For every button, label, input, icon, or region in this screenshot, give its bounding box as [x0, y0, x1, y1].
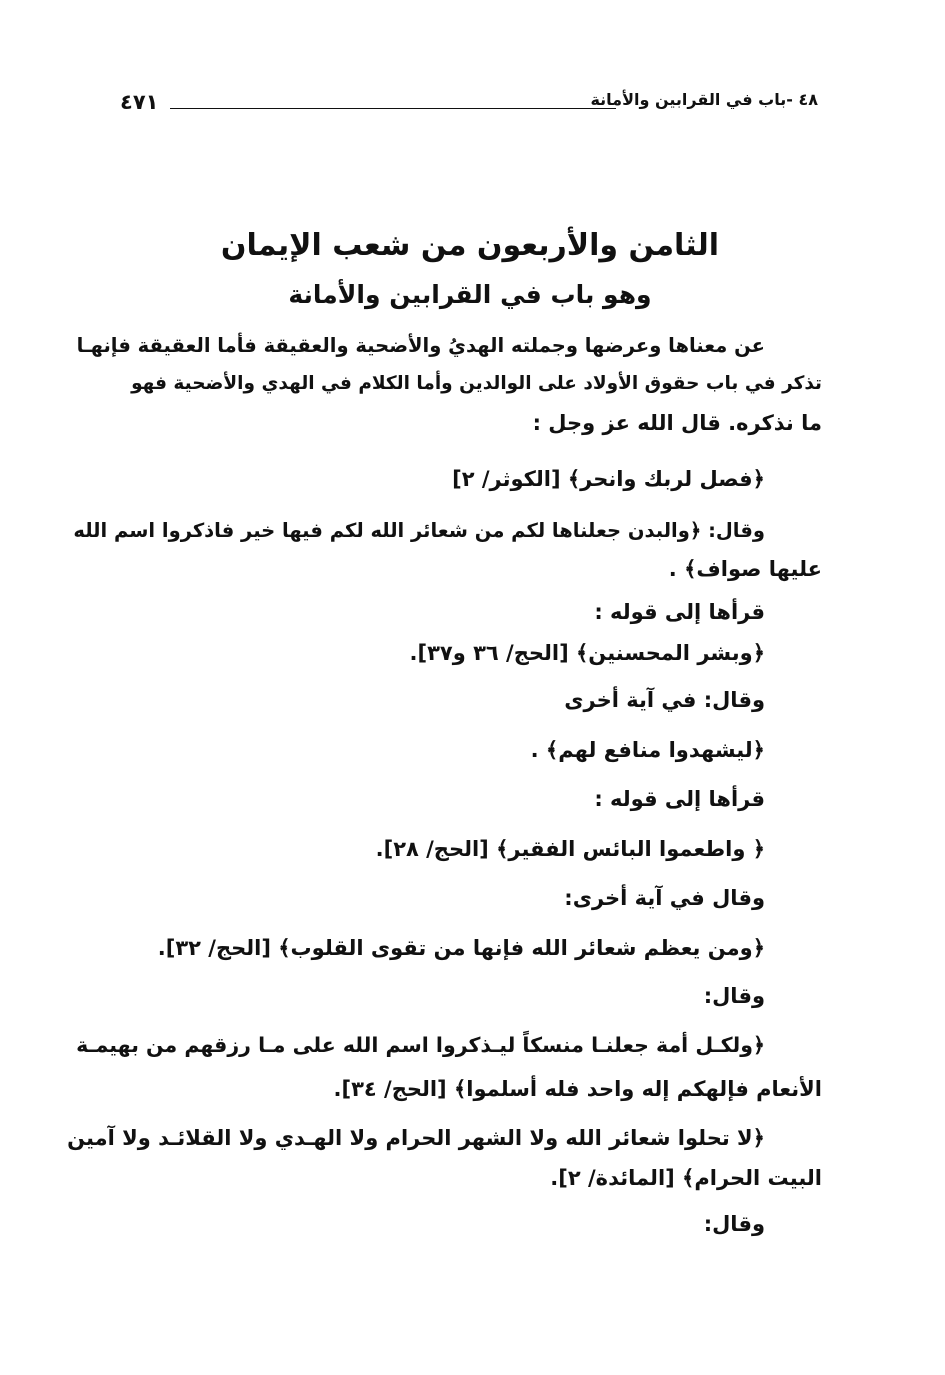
- text-line: عن معناها وعرضها وجملته الهديُ والأضحية والعقيقة فأما العقيقة فإنهـا: [76, 334, 765, 357]
- section-title: الثامن والأربعون من شعب الإيمان: [220, 228, 720, 263]
- text-line: عليها صواف﴾ .: [668, 557, 822, 581]
- quran-verse: الأنعام فإلهكم إله واحد فله أسلموا﴾ [الحج/ ٣٤].: [333, 1077, 822, 1101]
- running-chapter-title: ٤٨ -باب في القرابين والأمانة: [590, 90, 818, 109]
- text-line: وقال: ﴿والبدن جعلناها لكم من شعائر الله لكم فيها خير فاذكروا اسم الله: [73, 519, 765, 542]
- quran-verse: ﴿فصل لربك وانحر﴾ [الكوثر/ ٢]: [452, 467, 765, 491]
- page-number: ٤٧١: [120, 90, 159, 114]
- text-line: ما نذكره. قال الله عز وجل :: [532, 411, 822, 435]
- running-header: [118, 88, 818, 122]
- quran-verse: ﴿وبشر المحسنين﴾ [الحج/ ٣٦ و٣٧].: [409, 641, 765, 665]
- text-line: وقال:: [703, 984, 765, 1008]
- quran-verse: البيت الحرام﴾ [المائدة/ ٢].: [550, 1166, 822, 1190]
- quran-verse: ﴿ومن يعظم شعائر الله فإنها من تقوى القلوب﴾ [الحج/ ٣٢].: [157, 936, 765, 960]
- text-line: وقال: في آية أخرى: [564, 688, 765, 712]
- text-line: تذكر في باب حقوق الأولاد على الوالدين وأما الكلام في الهدي والأضحية فهو: [131, 373, 822, 394]
- section-subtitle: وهو باب في القرابين والأمانة: [288, 280, 652, 309]
- quran-verse: ﴿ولكـل أمة جعلنـا منسكاً ليـذكروا اسم الله على مـا رزقهم من بهيمـة: [76, 1033, 765, 1057]
- quran-verse: ﴿لا تحلوا شعائر الله ولا الشهر الحرام ولا الهـدي ولا القلائـد ولا آمين: [67, 1126, 765, 1150]
- quran-verse: ﴿ واطعموا البائس الفقير﴾ [الحج/ ٢٨].: [375, 837, 765, 861]
- text-line: وقال:: [703, 1212, 765, 1236]
- text-line: قرأها إلى قوله :: [594, 787, 765, 811]
- header-rule: [170, 108, 616, 109]
- quran-verse: ﴿ليشهدوا منافع لهم﴾ .: [530, 738, 765, 762]
- text-line: وقال في آية أخرى:: [564, 886, 765, 910]
- text-line: قرأها إلى قوله :: [594, 600, 765, 624]
